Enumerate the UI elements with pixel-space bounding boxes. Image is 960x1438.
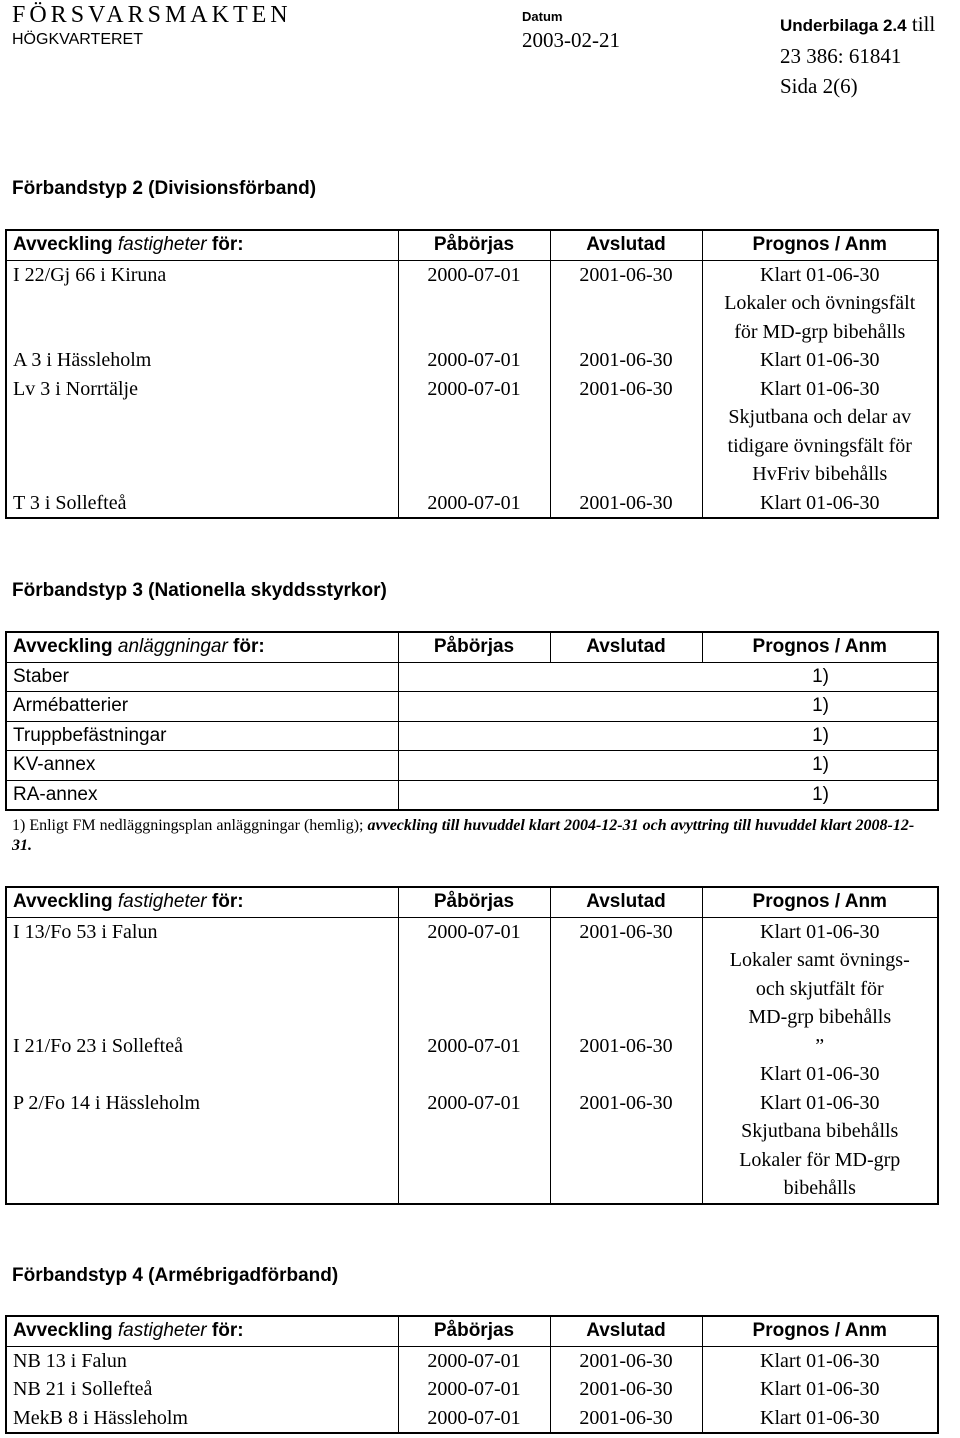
column-header-forecast: Prognos / Anm xyxy=(702,230,938,260)
start-date: 2000-07-01 xyxy=(398,1032,550,1089)
forecast-notes xyxy=(702,1346,938,1375)
note-line: Klart 01-06-30 xyxy=(760,349,880,371)
forecast-notes xyxy=(702,375,938,489)
column-header-start: Påbörjas xyxy=(398,632,550,662)
column-header-facility xyxy=(6,1316,398,1346)
column-header-prefix: Avveckling xyxy=(13,636,118,657)
end-date: 2001-06-30 xyxy=(550,346,702,375)
column-header-facility xyxy=(6,887,398,917)
note-line: ” xyxy=(815,1034,825,1057)
start-date: 2000-07-01 xyxy=(398,1089,550,1204)
facility-note: 1) xyxy=(398,662,938,692)
note-line: HvFriv bibehålls xyxy=(752,463,888,485)
table-row xyxy=(6,692,938,722)
note-line: Lokaler och övningsfält xyxy=(724,292,916,314)
column-header-end: Avslutad xyxy=(550,632,702,662)
start-date: 2000-07-01 xyxy=(398,917,550,1032)
table-row xyxy=(6,780,938,810)
end-date: 2001-06-30 xyxy=(550,1375,702,1404)
start-date: 2000-07-01 xyxy=(398,346,550,375)
facility-note: 1) xyxy=(398,780,938,810)
table-header-row xyxy=(6,887,938,917)
facility-name: I 21/Fo 23 i Sollefteå xyxy=(6,1032,398,1089)
column-header-forecast: Prognos / Anm xyxy=(702,632,938,662)
document-date: 2003-02-21 xyxy=(522,28,620,52)
footnote-emphasis: avveckling till huvuddel klart 2004-12-31 och avyttring till huvuddel klart 2008-12-31. xyxy=(12,817,915,854)
column-header-forecast: Prognos / Anm xyxy=(702,1316,938,1346)
facility-name: NB 13 i Falun xyxy=(6,1346,398,1375)
table-header-row xyxy=(6,230,938,260)
column-header-suffix: för: xyxy=(206,891,244,912)
column-header-prefix: Avveckling xyxy=(13,1320,118,1341)
note-line: Lokaler för MD-grp xyxy=(739,1148,901,1171)
note-line: bibehålls xyxy=(783,1177,856,1199)
start-date: 2000-07-01 xyxy=(398,260,550,346)
table-row xyxy=(6,260,938,346)
start-date: 2000-07-01 xyxy=(398,375,550,489)
table-header-row xyxy=(6,1316,938,1346)
end-date: 2001-06-30 xyxy=(550,375,702,489)
column-header-facility xyxy=(6,632,398,662)
forecast-notes xyxy=(702,1375,938,1404)
fastigheter-table xyxy=(5,886,939,1205)
facility-name: T 3 i Sollefteå xyxy=(6,489,398,519)
note-line: Klart 01-06-30 xyxy=(760,1406,880,1429)
column-header-forecast: Prognos / Anm xyxy=(702,887,938,917)
table-row xyxy=(6,1375,938,1404)
start-date: 2000-07-01 xyxy=(398,489,550,519)
table-row xyxy=(6,1346,938,1375)
note-line: Klart 01-06-30 xyxy=(760,1063,880,1085)
start-date: 2000-07-01 xyxy=(398,1404,550,1434)
facility-type: KV-annex xyxy=(6,751,398,781)
footnote xyxy=(12,816,932,856)
column-header-suffix: för: xyxy=(227,636,265,657)
facility-name: I 13/Fo 53 i Falun xyxy=(6,917,398,1032)
column-header-facility xyxy=(6,230,398,260)
column-header-start: Påbörjas xyxy=(398,230,550,260)
table-row xyxy=(6,489,938,519)
column-header-start: Påbörjas xyxy=(398,1316,550,1346)
unit-name: HÖGKVARTERET xyxy=(12,31,143,48)
page-number: Sida 2(6) xyxy=(780,74,858,98)
end-date: 2001-06-30 xyxy=(550,260,702,346)
column-header-start: Påbörjas xyxy=(398,887,550,917)
note-line: och skjutfält för xyxy=(755,977,884,1000)
section-title-nationella-skyddsstyrkor: Förbandstyp 3 (Nationella skyddsstyrkor) xyxy=(12,580,387,601)
table-row xyxy=(6,1032,938,1089)
end-date: 2001-06-30 xyxy=(550,489,702,519)
facility-type: RA-annex xyxy=(6,780,398,810)
column-header-prefix: Avveckling xyxy=(13,891,118,912)
table-row xyxy=(6,917,938,1032)
forecast-notes xyxy=(702,1404,938,1434)
note-line: Klart 01-06-30 xyxy=(760,1091,880,1114)
note-line: Skjutbana bibehålls xyxy=(741,1120,899,1142)
forecast-notes xyxy=(702,1032,938,1089)
table-row xyxy=(6,662,938,692)
facility-name: A 3 i Hässleholm xyxy=(6,346,398,375)
facility-type: Truppbefästningar xyxy=(6,721,398,751)
attachment-suffix: till xyxy=(906,12,936,36)
anlaggningar-table xyxy=(5,631,939,811)
facility-name: P 2/Fo 14 i Hässleholm xyxy=(6,1089,398,1204)
end-date: 2001-06-30 xyxy=(550,1346,702,1375)
column-header-type: fastigheter xyxy=(117,1320,207,1341)
table-row xyxy=(6,751,938,781)
start-date: 2000-07-01 xyxy=(398,1375,550,1404)
facility-note: 1) xyxy=(398,692,938,722)
facility-name: NB 21 i Sollefteå xyxy=(6,1375,398,1404)
start-date: 2000-07-01 xyxy=(398,1346,550,1375)
column-header-end: Avslutad xyxy=(550,230,702,260)
facility-name: I 22/Gj 66 i Kiruna xyxy=(6,260,398,346)
column-header-type: fastigheter xyxy=(117,234,207,255)
forecast-notes xyxy=(702,917,938,1032)
note-line: Klart 01-06-30 xyxy=(760,1378,880,1400)
end-date: 2001-06-30 xyxy=(550,1089,702,1204)
section-title-armebrigadforband: Förbandstyp 4 (Armébrigadförband) xyxy=(12,1265,339,1286)
reference-number: 23 386: 61841 xyxy=(780,44,902,68)
end-date: 2001-06-30 xyxy=(550,917,702,1032)
note-line: Klart 01-06-30 xyxy=(760,491,880,514)
facility-note: 1) xyxy=(398,721,938,751)
forecast-notes xyxy=(702,1089,938,1204)
table-header-row xyxy=(6,632,938,662)
column-header-suffix: för: xyxy=(206,234,244,255)
divisionsforband-table xyxy=(5,229,939,519)
facility-name: MekB 8 i Hässleholm xyxy=(6,1404,398,1434)
note-line: Skjutbana och delar av xyxy=(728,406,912,428)
note-line: Klart 01-06-30 xyxy=(760,920,880,943)
attachment-label: Underbilaga 2.4 xyxy=(780,16,907,35)
document-reference xyxy=(780,9,960,101)
end-date: 2001-06-30 xyxy=(550,1032,702,1089)
facility-name: Lv 3 i Norrtälje xyxy=(6,375,398,489)
forecast-notes xyxy=(702,346,938,375)
note-line: Klart 01-06-30 xyxy=(760,1349,880,1372)
table-row xyxy=(6,721,938,751)
column-header-type: fastigheter xyxy=(117,891,207,912)
organization-name: FÖRSVARSMAKTEN xyxy=(12,2,292,28)
note-line: Klart 01-06-30 xyxy=(760,263,880,286)
facility-type: Staber xyxy=(6,662,398,692)
section-title-divisionsforband: Förbandstyp 2 (Divisionsförband) xyxy=(12,178,317,199)
table-row xyxy=(6,346,938,375)
column-header-end: Avslutad xyxy=(550,887,702,917)
end-date: 2001-06-30 xyxy=(550,1404,702,1434)
column-header-suffix: för: xyxy=(206,1320,244,1341)
column-header-type: anläggningar xyxy=(117,636,228,657)
note-line: Lokaler samt övnings- xyxy=(729,949,910,971)
column-header-end: Avslutad xyxy=(550,1316,702,1346)
note-line: för MD-grp bibehålls xyxy=(734,320,906,343)
forecast-notes xyxy=(702,260,938,346)
note-line: Klart 01-06-30 xyxy=(760,377,880,400)
date-label: Datum xyxy=(522,9,563,24)
forecast-notes xyxy=(702,489,938,519)
footnote-text: 1) Enligt FM nedläggningsplan anläggningar (hemlig); xyxy=(12,817,368,834)
note-line: tidigare övningsfält för xyxy=(727,434,912,457)
facility-type: Armébatterier xyxy=(6,692,398,722)
note-line: MD-grp bibehålls xyxy=(748,1006,892,1028)
table-row xyxy=(6,1089,938,1204)
table-row xyxy=(6,1404,938,1434)
column-header-prefix: Avveckling xyxy=(13,234,118,255)
facility-note: 1) xyxy=(398,751,938,781)
table-row xyxy=(6,375,938,489)
armebrigadforband-table xyxy=(5,1315,939,1434)
